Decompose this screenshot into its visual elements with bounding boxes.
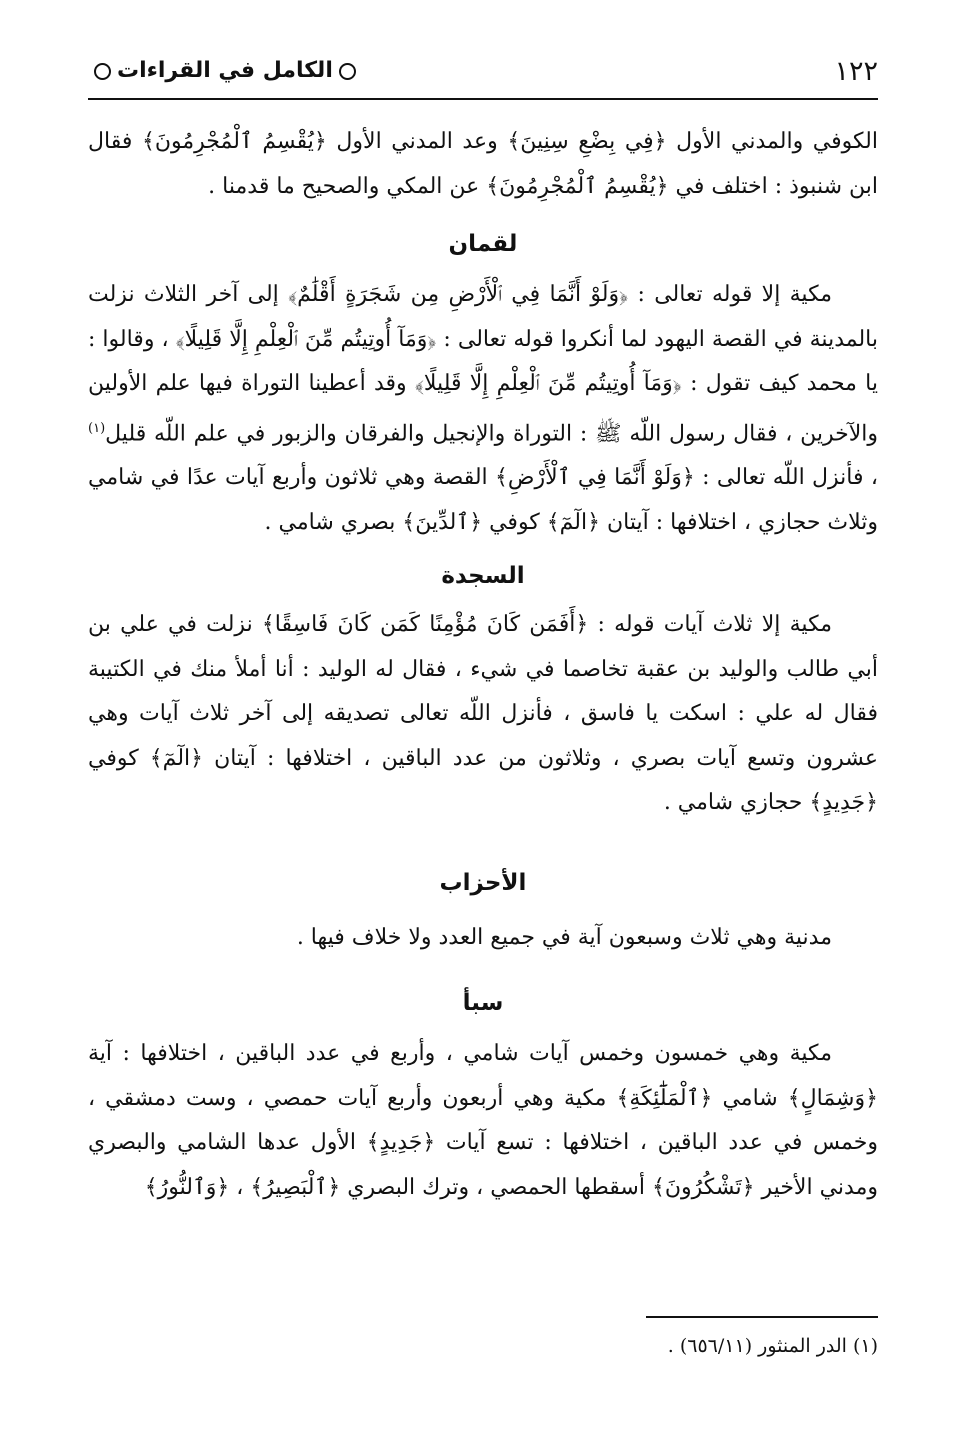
section-title-sajda: السجدة bbox=[441, 563, 525, 590]
ahzab-paragraph: مدنية وهي ثلاث وسبعون آية في جميع العدد ولا خلاف فيها . bbox=[296, 924, 832, 950]
section-title-saba: سبأ bbox=[462, 990, 504, 1017]
running-head bbox=[88, 44, 878, 100]
page-number: ١٢٢ bbox=[834, 56, 878, 87]
intro-paragraph: الكوفي والمدني الأول ﴿فِي بِضْعِ سِنِينَ﴾ وعد المدني الأول ﴿يُقْسِمُ ٱلْمُجْرِمُونَ﴾ فقال ابن شنبوذ : اختلف في ﴿يُقْسِمُ ٱلْمُجْرِمُونَ﴾ عن المكي والصحيح ما قدمنا . bbox=[88, 129, 878, 199]
luqman-text-part-2: ، فأنزل اللّه تعالى : ﴿وَلَوْ أَنَّمَا فِي ٱلْأَرْضِ﴾ القصة وهي ثلاثون وأربع آيات عدًا في شامي وثلاث حجازي ، اختلافها : آيتان ﴿الٓمٓ﴾ كوفي ﴿ٱلدِّينَ﴾ بصري شامي . bbox=[88, 465, 878, 535]
footnote-marker: (١) bbox=[88, 420, 106, 436]
saba-paragraph: مكية وهي خمسون وخمس آيات شامي ، وأربع في عدد الباقين ، اختلافها : آية ﴿وَشِمَالٍ﴾ شامي ﴿ٱلْمَلَٰٓئِكَةِ﴾ مكية وهي أربعون وأربع آيات حمصي ، وست دمشقي ، وخمس في عدد الباقين ، اختلافها : تسع آيات ﴿جَدِيدٍ﴾ الأول عدها الشامي والبصري ومدني الأخير ﴿تَشْكُرُونَ﴾ أسقطها الحمصي ، وترك البصري ﴿ٱلْبَصِيرُ﴾ ، ﴿وَٱلنُّورُ﴾ bbox=[88, 1041, 878, 1200]
ornament-circle-icon bbox=[94, 63, 111, 80]
footnote-divider bbox=[646, 1316, 878, 1318]
ornament-circle-icon bbox=[339, 63, 356, 80]
sajda-paragraph: مكية إلا ثلاث آيات قوله : ﴿أَفَمَن كَانَ مُؤْمِنًا كَمَن كَانَ فَاسِقًا﴾ نزلت في علي بن أبي طالب والوليد بن عقبة تخاصما في شيء ، فقال له الوليد : أنا أملأ منك في الكتيبة فقال له علي : اسكت يا فاسق ، فأنزل اللّه تعالى تصديقه إلى آخر ثلاث آيات وهي عشرون وتسع آيات بصري ، وثلاثون من عدد الباقين ، اختلافها : آيتان ﴿الٓمٓ﴾ كوفي ﴿جَدِيدٍ﴾ حجازي شامي . bbox=[88, 612, 878, 816]
luqman-text-part-1: مكية إلا قوله تعالى : ﴿وَلَوْ أَنَّمَا فِي ٱلْأَرْضِ مِن شَجَرَةٍ أَقْلَٰمٌ﴾ إلى آخر الثلاث نزلت بالمدينة في القصة اليهود لما أنكروا قوله تعالى : ﴿وَمَآ أُوتِيتُم مِّنَ ٱلْعِلْمِ إِلَّا قَلِيلًا﴾ ، وقالوا : يا محمد كيف تقول : ﴿وَمَآ أُوتِيتُم مِّنَ ٱلْعِلْمِ إِلَّا قَلِيلًا﴾ وقد أعطينا التوراة فيها علم الأولين والآخرين ، فقال رسول اللّه ﷺ : التوراة والإنجيل والفرقان والزبور في علم اللّه قليل bbox=[88, 282, 878, 446]
section-title-luqman: لقمان bbox=[448, 231, 518, 257]
page-content bbox=[88, 120, 878, 1210]
footnote: (١) الدر المنثور (٦٥٦/١١) . bbox=[667, 1335, 878, 1357]
book-page bbox=[88, 44, 878, 1424]
luqman-paragraph bbox=[88, 273, 878, 545]
section-title-ahzab: الأحزاب bbox=[439, 869, 527, 896]
running-title bbox=[88, 58, 362, 83]
book-title: الكامل في القراءات bbox=[117, 58, 333, 83]
